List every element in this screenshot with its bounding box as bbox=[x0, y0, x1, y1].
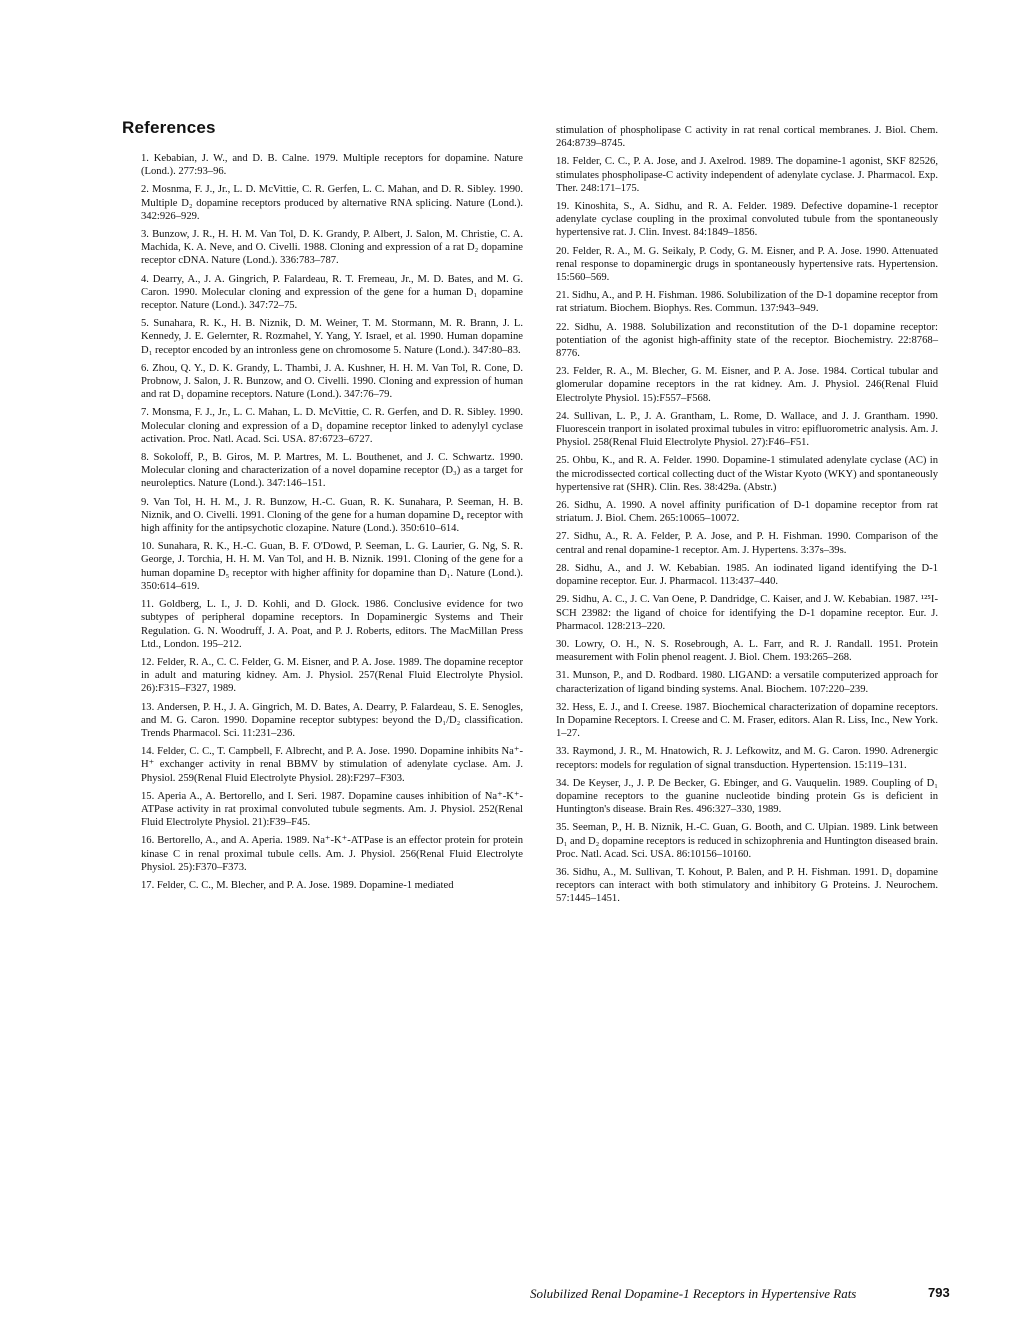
reference-item: 7. Monsma, F. J., Jr., L. C. Mahan, L. D. McVittie, C. R. Gerfen, and D. R. Sibley. 1990. Molecular cloning and expression of a D₁ dopamine receptor linked to adenylyl cyclase activation. Proc. Natl. Acad. Sci. USA. 87:6723–6727. bbox=[141, 407, 523, 445]
reference-item: 25. Ohbu, K., and R. A. Felder. 1990. Dopamine-1 stimulated adenylate cyclase (AC) in the microdissected cortical collecting duct of the Wistar Kyoto (WKY) and spontaneously hypertensive rat (SHR). Clin. Res. 38:429a. (Abstr.) bbox=[556, 455, 938, 493]
reference-item: 16. Bertorello, A., and A. Aperia. 1989. Na⁺-K⁺-ATPase is an effector protein for protein kinase C in renal proximal tubule cells. Am. J. Physiol. 256(Renal Fluid Electrolyte Physiol. 25):F370–F373. bbox=[141, 835, 523, 873]
reference-item: 26. Sidhu, A. 1990. A novel affinity purification of D-1 dopamine receptor from rat striatum. J. Biol. Chem. 265:10065–10072. bbox=[556, 500, 938, 525]
page-number: 793 bbox=[928, 1285, 950, 1300]
reference-item: 32. Hess, E. J., and I. Creese. 1987. Biochemical characterization of dopamine receptors. In Dopamine Receptors. I. Creese and C. M. Fraser, editors. Alan R. Liss, Inc., New York. 1–27. bbox=[556, 701, 938, 740]
reference-item-continued: stimulation of phospholipase C activity in rat renal cortical membranes. J. Biol. Chem. 264:8739–8745. bbox=[556, 125, 938, 150]
reference-item: 15. Aperia A., A. Bertorello, and I. Seri. 1987. Dopamine causes inhibition of Na⁺-K⁺-ATPase activity in rat proximal convoluted tubule segments. Am. J. Physiol. 252(Renal Fluid Electrolyte Physiol. 21):F39–F45. bbox=[141, 790, 523, 829]
references-column-right bbox=[556, 124, 938, 911]
reference-item: 14. Felder, C. C., T. Campbell, F. Albrecht, and P. A. Jose. 1990. Dopamine inhibits Na⁺-H⁺ exchanger activity in renal BBMV by stimulation of adenylate cyclase. Am. J. Physiol. 259(Renal Fluid Electrolyte Physiol. 28):F297–F303. bbox=[141, 746, 523, 784]
reference-item: 34. De Keyser, J., J. P. De Becker, G. Ebinger, and G. Vauquelin. 1989. Coupling of D₁ dopamine receptors to the guanine nucleotide binding protein Gs is deficient in Huntington's disease. Brain Res. 496:327–330, 1989. bbox=[556, 777, 938, 816]
reference-item: 29. Sidhu, A. C., J. C. Van Oene, P. Dandridge, C. Kaiser, and J. W. Kebabian. 1987. ¹²⁵I-SCH 23982: the ligand of choice for identifying the D-1 dopamine receptor. Eur. J. Pharmacol. 128:213–220. bbox=[556, 594, 938, 632]
references-heading: References bbox=[122, 118, 216, 137]
reference-item: 12. Felder, R. A., C. C. Felder, G. M. Eisner, and P. A. Jose. 1989. The dopamine receptor in adult and maturing kidney. Am. J. Physiol. 257(Renal Fluid Electrolyte Physiol. 26):F315–F327, 1989. bbox=[141, 656, 523, 695]
reference-item: 2. Mosnma, F. J., Jr., L. D. McVittie, C. R. Gerfen, L. C. Mahan, and D. R. Sibley. 1990. Multiple D₂ dopamine receptors produced by alternative RNA splicing. Nature (Lond.). 342:926–929. bbox=[141, 184, 523, 222]
reference-item: 8. Sokoloff, P., B. Giros, M. P. Martres, M. L. Bouthenet, and J. C. Schwartz. 1990. Molecular cloning and characterization of a novel dopamine receptor (D₃) as a target for neuroleptics. Nature (Lond.). 347:146–151. bbox=[141, 452, 523, 490]
running-title: Solubilized Renal Dopamine-1 Receptors in Hypertensive Rats bbox=[530, 1286, 857, 1301]
reference-item: 20. Felder, R. A., M. G. Seikaly, P. Cody, G. M. Eisner, and P. A. Jose. 1990. Attenuated renal response to dopaminergic drugs in spontaneously hypertensive rats. Hypertension. 15:560–569. bbox=[556, 245, 938, 284]
reference-item: 3. Bunzow, J. R., H. H. M. Van Tol, D. K. Grandy, P. Albert, J. Salon, M. Christie, C. A. Machida, K. A. Neve, and O. Civelli. 1988. Cloning and expression of a rat D₂ dopamine receptor cDNA. Nature (Lond.). 336:783–787. bbox=[141, 229, 523, 267]
reference-item: 6. Zhou, Q. Y., D. K. Grandy, L. Thambi, J. A. Kushner, H. H. M. Van Tol, R. Cone, D. Probnow, J. Salon, J. R. Bunzow, and O. Civelli. 1990. Cloning and expression of human and rat D₁ dopamine receptors. Nature (Lond.). 347:76–79. bbox=[141, 362, 523, 401]
reference-item: 23. Felder, R. A., M. Blecher, G. M. Eisner, and P. A. Jose. 1984. Cortical tubular and glomerular dopamine receptors in the rat kidney. Am. J. Physiol. 246(Renal Fluid Electrolyte Physiol. 15):F557–F568. bbox=[556, 366, 938, 404]
reference-item: 1. Kebabian, J. W., and D. B. Calne. 1979. Multiple receptors for dopamine. Nature (Lond.). 277:93–96. bbox=[141, 153, 523, 178]
reference-item: 4. Dearry, A., J. A. Gingrich, P. Falardeau, R. T. Fremeau, Jr., M. D. Bates, and M. G. Caron. 1990. Molecular cloning and expression of the gene for a human D₁ dopamine receptor. Nature (Lond.). 347:72–75. bbox=[141, 273, 523, 312]
reference-item: 9. Van Tol, H. H. M., J. R. Bunzow, H.-C. Guan, R. K. Sunahara, P. Seeman, H. B. Niznik, and O. Civelli. 1991. Cloning of the gene for a human dopamine D₄ receptor with high affinity for the antipsychotic clozapine. Nature (Lond.). 350:610–614. bbox=[141, 496, 523, 535]
reference-item: 27. Sidhu, A., R. A. Felder, P. A. Jose, and P. H. Fishman. 1990. Comparison of the central and renal dopamine-1 receptor. Am. J. Hypertens. 3:37s–39s. bbox=[556, 531, 938, 556]
reference-item: 10. Sunahara, R. K., H.-C. Guan, B. F. O'Dowd, P. Seeman, L. G. Laurier, G. Ng, S. R. George, J. Torchia, H. H. M. Van Tol, and H. B. Niznik. 1991. Cloning of the gene for a human dopamine D₅ receptor with higher affinity for dopamine than D₁. Nature (Lond.). 350:614–619. bbox=[141, 541, 523, 592]
reference-item: 36. Sidhu, A., M. Sullivan, T. Kohout, P. Balen, and P. H. Fishman. 1991. D₁ dopamine receptors can interact with both stimulatory and inhibitory G Proteins. J. Neurochem. 57:1445–1451. bbox=[556, 866, 938, 905]
reference-item: 24. Sullivan, L. P., J. A. Grantham, L. Rome, D. Wallace, and J. J. Grantham. 1990. Fluorescein tranport in isolated proximal tubules in vitro: epifluorometric analysis. Am. J. Physiol. 258(Renal Fluid Electrolyte Physiol. 27):F46–F51. bbox=[556, 410, 938, 449]
reference-item: 13. Andersen, P. H., J. A. Gingrich, M. D. Bates, A. Dearry, P. Falardeau, S. E. Senogles, and M. G. Caron. 1990. Dopamine receptor subtypes: beyond the D₁/D₂ classification. Trends Pharmacol. Sci. 11:231–236. bbox=[141, 701, 523, 739]
reference-item: 11. Goldberg, L. I., J. D. Kohli, and D. Glock. 1986. Conclusive evidence for two subtypes of peripheral dopamine receptors. In Dopaminergic Systems and Their Regulation. G. N. Woodruff, J. A. Poat, and P. J. Roberts, editors. The MacMillan Press Ltd., London. 195–212. bbox=[141, 599, 523, 650]
reference-item: 5. Sunahara, R. K., H. B. Niznik, D. M. Weiner, T. M. Stormann, M. R. Brann, J. L. Kennedy, J. E. Gelernter, R. Rozmahel, Y. Yang, Y. Israel, et al. 1990. Human dopamine D₁ receptor encoded by an intronless gene on chromosome 5. Nature (Lond.). 347:80–83. bbox=[141, 318, 523, 356]
reference-item: 33. Raymond, J. R., M. Hnatowich, R. J. Lefkowitz, and M. G. Caron. 1990. Adrenergic receptors: models for regulation of signal transduction. Hypertension. 15:119–131. bbox=[556, 746, 938, 771]
reference-item: 28. Sidhu, A., and J. W. Kebabian. 1985. An iodinated ligand identifying the D-1 dopamine receptor. Eur. J. Pharmacol. 113:437–440. bbox=[556, 562, 938, 588]
reference-item: 22. Sidhu, A. 1988. Solubilization and reconstitution of the D-1 dopamine receptor: potentiation of the agonist high-affinity state of the receptor. Biochemistry. 22:8768–8776. bbox=[556, 321, 938, 360]
reference-item: 18. Felder, C. C., P. A. Jose, and J. Axelrod. 1989. The dopamine-1 agonist, SKF 82526, stimulates phospholipase-C activity independent of adenylate cyclase. J. Pharmacol. Exp. Ther. 248:171–175. bbox=[556, 156, 938, 194]
reference-item: 19. Kinoshita, S., A. Sidhu, and R. A. Felder. 1989. Defective dopamine-1 receptor adenylate cyclase coupling in the proximal convoluted tubule from the spontaneously hypertensive rat. J. Clin. Invest. 84:1849–1856. bbox=[556, 201, 938, 239]
reference-item: 30. Lowry, O. H., N. S. Rosebrough, A. L. Farr, and R. J. Randall. 1951. Protein measurement with Folin phenol reagent. J. Biol. Chem. 193:265–268. bbox=[556, 638, 938, 664]
references-column-left bbox=[141, 152, 523, 897]
reference-item: 31. Munson, P., and D. Rodbard. 1980. LIGAND: a versatile computerized approach for characterization of ligand binding systems. Anal. Biochem. 107:220–239. bbox=[556, 670, 938, 695]
reference-item: 21. Sidhu, A., and P. H. Fishman. 1986. Solubilization of the D-1 dopamine receptor from rat striatum. Biochem. Biophys. Res. Commun. 137:943–949. bbox=[556, 290, 938, 315]
reference-item: 17. Felder, C. C., M. Blecher, and P. A. Jose. 1989. Dopamine-1 mediated bbox=[141, 879, 454, 891]
reference-item: 35. Seeman, P., H. B. Niznik, H.-C. Guan, G. Booth, and C. Ulpian. 1989. Link between D₁ and D₂ dopamine receptors is reduced in schizophrenia and Huntington diseased brain. Proc. Natl. Acad. Sci. USA. 86:10156–10160. bbox=[556, 822, 938, 860]
